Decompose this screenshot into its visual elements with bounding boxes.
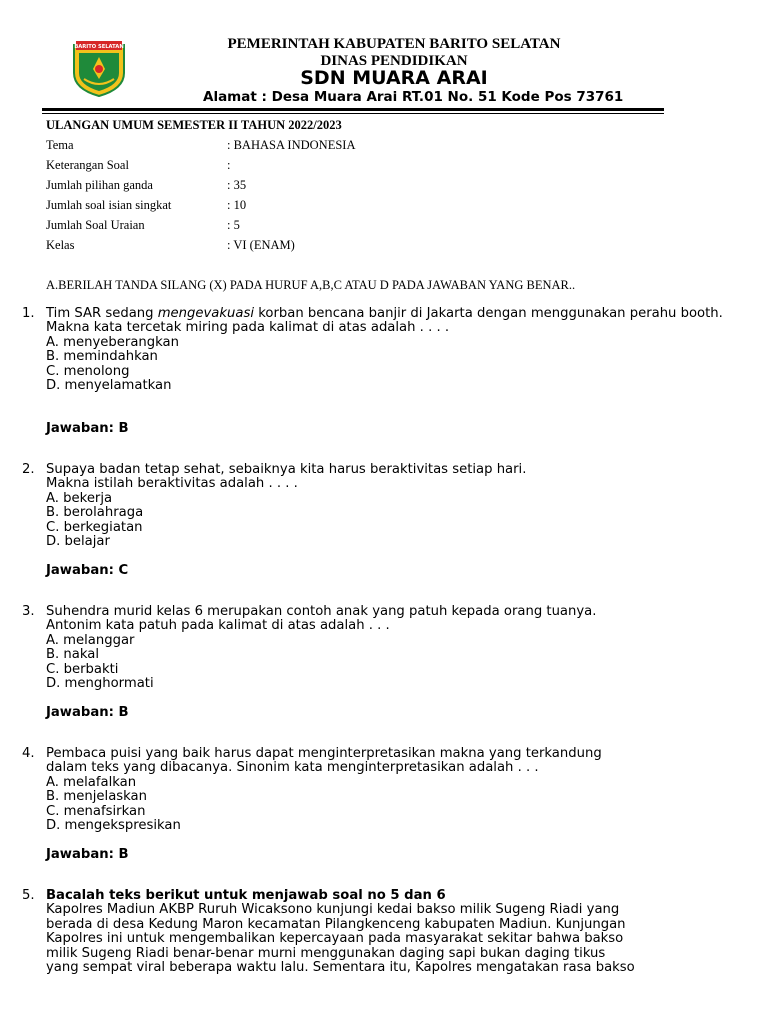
question-number: 3. bbox=[22, 604, 35, 619]
option: C. berbakti bbox=[46, 661, 119, 677]
question-5 bbox=[22, 889, 742, 975]
question-prompt: Antonim kata patuh pada kalimat di atas adalah . . . bbox=[46, 618, 390, 634]
meta-row bbox=[46, 158, 230, 173]
reading-line: yang sempat viral beberapa waktu lalu. Sementara itu, Kapolres mengatakan rasa bakso bbox=[46, 960, 635, 976]
reading-heading: Bacalah teks berikut untuk menjawab soal no 5 dan 6 bbox=[46, 888, 446, 903]
answer: Jawaban: B bbox=[46, 847, 129, 862]
meta-value: : 35 bbox=[227, 178, 247, 192]
option: D. menghormati bbox=[46, 676, 154, 692]
header-rule-thin bbox=[42, 113, 664, 114]
question-number: 4. bbox=[22, 746, 35, 761]
option: D. belajar bbox=[46, 534, 110, 550]
school-name: SDN MUARA ARAI bbox=[300, 67, 488, 89]
option: B. menjelaskan bbox=[46, 789, 147, 805]
option: D. menyelamatkan bbox=[46, 378, 172, 394]
option: A. melafalkan bbox=[46, 774, 137, 790]
meta-row bbox=[46, 198, 246, 213]
question-1 bbox=[22, 307, 742, 393]
header-line-department: DINAS PENDIDIKAN bbox=[320, 53, 468, 69]
question-stem: Supaya badan tetap sehat, sebaiknya kita harus beraktivitas setiap hari. bbox=[46, 462, 527, 477]
question-number: 1. bbox=[22, 306, 35, 321]
question-3 bbox=[22, 605, 742, 691]
question-number: 5. bbox=[22, 888, 35, 903]
question-stem: Tim SAR sedang mengevakuasi korban bencana banjir di Jakarta dengan menggunakan perahu booth. bbox=[46, 306, 723, 321]
meta-key: Jumlah Soal Uraian bbox=[46, 218, 145, 232]
answer: Jawaban: B bbox=[46, 421, 129, 436]
option: C. berkegiatan bbox=[46, 519, 143, 535]
reading-line: berada di desa Kedung Maron kecamatan Pilangkenceng kabupaten Madiun. Kunjungan bbox=[46, 916, 626, 932]
meta-value: : 10 bbox=[227, 198, 247, 212]
answer: Jawaban: B bbox=[46, 705, 129, 720]
logo-text: BARITO SELATAN bbox=[74, 44, 124, 50]
option: A. menyeberangkan bbox=[46, 334, 179, 350]
option: C. menolong bbox=[46, 363, 130, 379]
option: D. mengekspresikan bbox=[46, 818, 181, 834]
option: B. memindahkan bbox=[46, 349, 158, 365]
reading-line: Kapolres Madiun AKBP Ruruh Wicaksono kunjungi kedai bakso milik Sugeng Riadi yang bbox=[46, 902, 620, 918]
question-2 bbox=[22, 463, 742, 549]
meta-key: Kelas bbox=[46, 238, 75, 252]
option: A. melanggar bbox=[46, 632, 135, 648]
option: C. menafsirkan bbox=[46, 803, 146, 819]
question-stem: Suhendra murid kelas 6 merupakan contoh anak yang patuh kepada orang tuanya. bbox=[46, 604, 597, 619]
meta-value: : bbox=[227, 158, 231, 172]
question-4 bbox=[22, 747, 742, 833]
meta-value: : VI (ENAM) bbox=[227, 238, 295, 252]
meta-key: Jumlah pilihan ganda bbox=[46, 178, 153, 192]
meta-row bbox=[46, 238, 295, 253]
header-line-government: PEMERINTAH KABUPATEN BARITO SELATAN bbox=[227, 36, 561, 52]
header-rule-thick bbox=[42, 108, 664, 111]
reading-line: milik Sugeng Riadi benar-benar murni menggunakan daging sapi bukan daging tikus bbox=[46, 945, 606, 961]
italic-word: mengevakuasi bbox=[157, 306, 255, 321]
meta-row bbox=[46, 178, 246, 193]
question-prompt: Makna kata tercetak miring pada kalimat di atas adalah . . . . bbox=[46, 320, 450, 336]
question-number: 2. bbox=[22, 462, 35, 477]
reading-line: Kapolres ini untuk mengembalikan kepercayaan pada masyarakat sekitar bahwa bakso bbox=[46, 931, 624, 947]
answer: Jawaban: C bbox=[46, 563, 129, 578]
section-a-instruction: A.BERILAH TANDA SILANG (X) PADA HURUF A,B,C ATAU D PADA JAWABAN YANG BENAR.. bbox=[46, 278, 576, 292]
exam-title: ULANGAN UMUM SEMESTER II TAHUN 2022/2023 bbox=[46, 118, 342, 132]
option: B. berolahraga bbox=[46, 505, 144, 521]
meta-value: : 5 bbox=[227, 218, 240, 232]
question-prompt: Makna istilah beraktivitas adalah . . . . bbox=[46, 476, 298, 492]
meta-value: : BAHASA INDONESIA bbox=[227, 138, 356, 152]
question-stem: Pembaca puisi yang baik harus dapat menginterpretasikan makna yang terkandung bbox=[46, 746, 602, 761]
meta-row bbox=[46, 138, 355, 153]
option: B. nakal bbox=[46, 647, 100, 663]
meta-key: Tema bbox=[46, 138, 74, 152]
school-address: Alamat : Desa Muara Arai RT.01 No. 51 Kode Pos 73761 bbox=[203, 89, 624, 105]
meta-row bbox=[46, 218, 240, 233]
option: A. bekerja bbox=[46, 490, 113, 506]
question-prompt: dalam teks yang dibacanya. Sinonim kata menginterpretasikan adalah . . . bbox=[46, 760, 539, 776]
meta-key: Keterangan Soal bbox=[46, 158, 129, 172]
meta-key: Jumlah soal isian singkat bbox=[46, 198, 172, 212]
